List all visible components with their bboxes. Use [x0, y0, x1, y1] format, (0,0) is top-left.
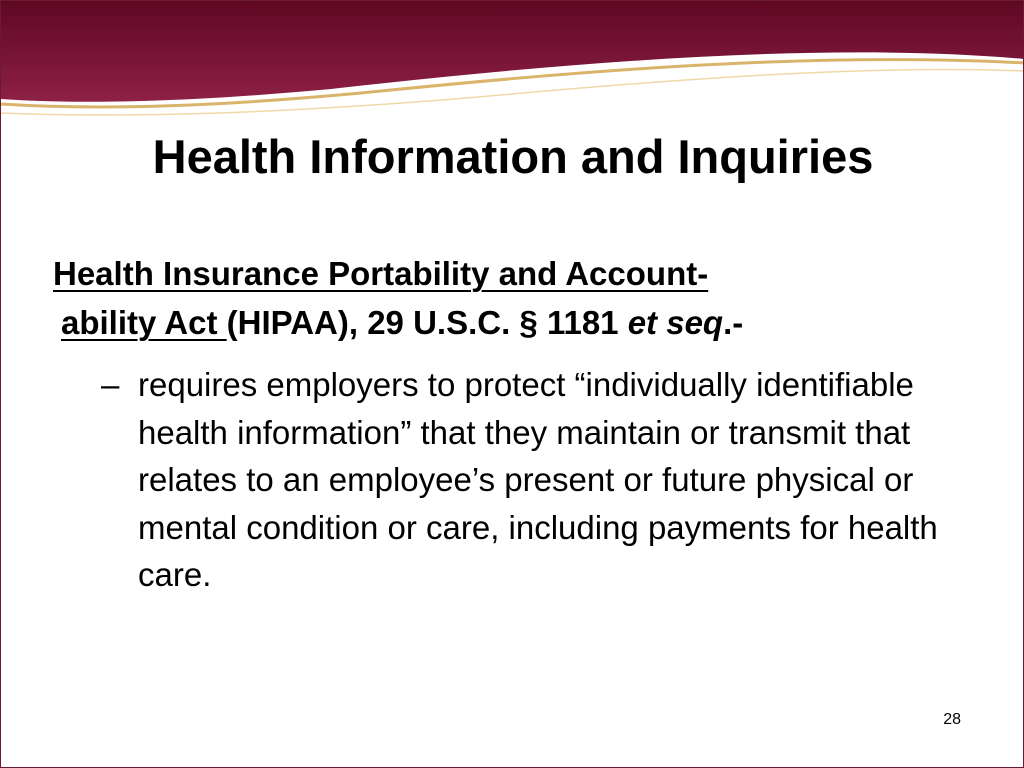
lead-citation: (HIPAA), 29 U.S.C. § 1181 — [226, 304, 628, 341]
lead-et-seq: et seq — [627, 304, 724, 341]
bullet-dash: – — [101, 366, 120, 403]
lead-end: .- — [723, 304, 744, 341]
lead-line2 — [53, 298, 983, 347]
page-number: 28 — [943, 711, 961, 728]
lead-paragraph — [53, 249, 983, 347]
header-banner — [1, 1, 1024, 121]
slide-body — [53, 249, 983, 599]
lead-act-name: ability Act — [61, 304, 227, 341]
bullet-text: requires employers to protect “individually identifiable health information” that they maintain or transmit that relates to an employee’s present or future physical or mental condition or care, including payments for health care. — [138, 366, 938, 594]
slide-title: Health Information and Inquiries — [152, 130, 874, 183]
bullet-item — [53, 361, 958, 599]
lead-line1: Health Insurance Portability and Account- — [53, 255, 709, 292]
